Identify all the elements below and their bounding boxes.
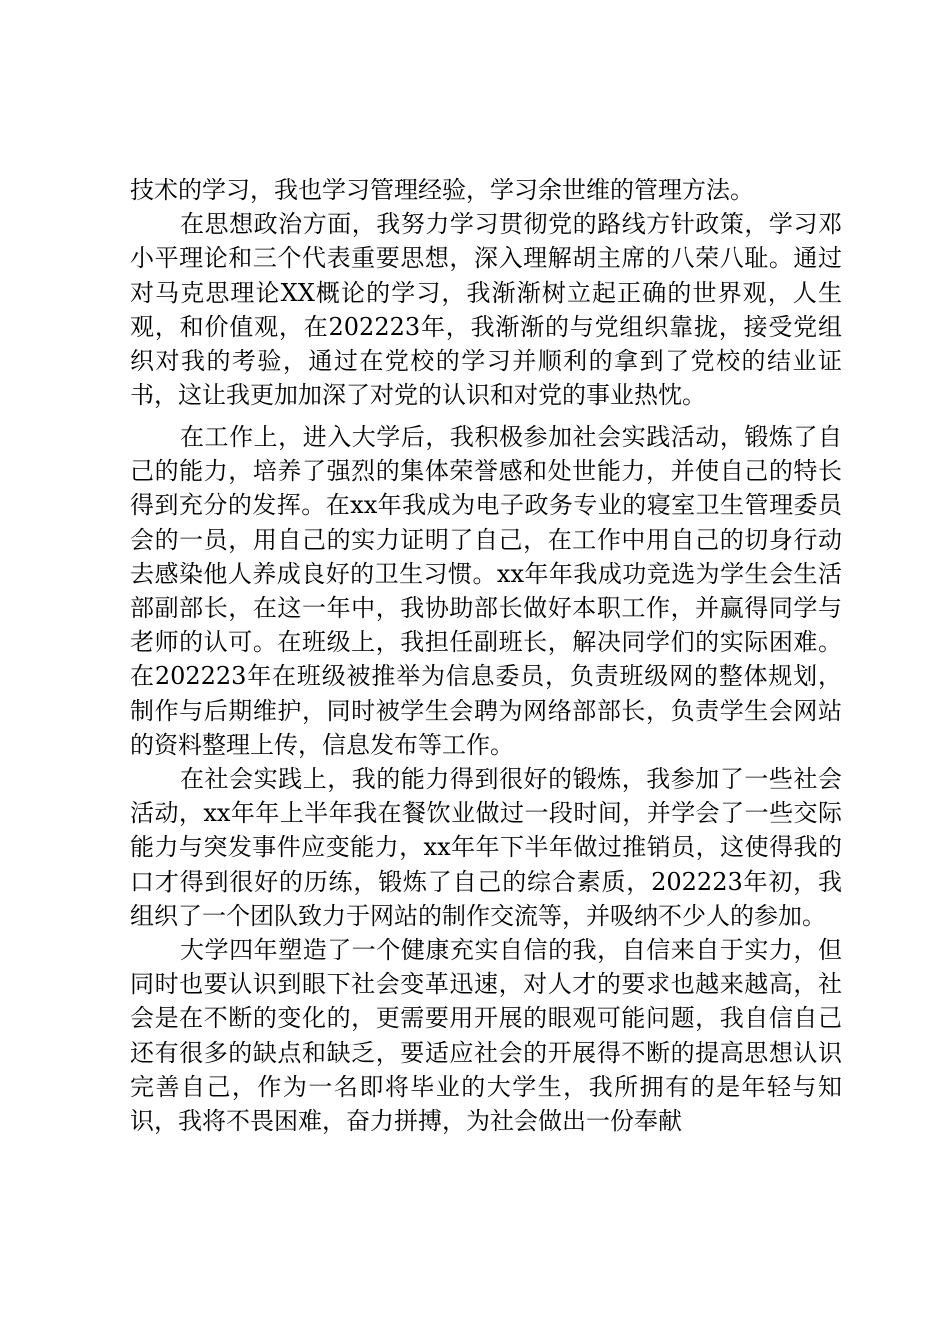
paragraph: 在工作上，进入大学后，我积极参加社会实践活动，锻炼了自己的能力，培养了强烈的集体荣誉感和处世能力，并使自己的特长得到充分的发挥。在xx年我成为电子政务专业的寝室卫生管理委员会的一员，用自己的实力证明了自己，在工作中用自己的切身行动去感染他人养成良好的卫生习惯。xx年年我成功竞选为学生会生活部副部长，在这一年中，我协助部长做好本职工作，并赢得同学与老师的认可。在班级上，我担任副班长，解决同学们的实际困难。在202223年在班级被推举为信息委员，负责班级网的整体规划，制作与后期维护，同时被学生会聘为网络部部长，负责学生会网站的资料整理上传，信息发布等工作。 — [130, 423, 842, 759]
text-block-bottom — [130, 420, 842, 1138]
paragraph: 在社会实践上，我的能力得到很好的锻炼，我参加了一些社会活动，xx年年上半年我在餐饮业做过一段时间，并学会了一些交际能力与突发事件应变能力，xx年年下半年做过推销员，这使得我的口才得到很好的历练，锻炼了自己的综合素质，202223年初，我组织了一个团队致力于网站的制作交流等，并吸纳不少人的参加。 — [130, 765, 842, 930]
paragraph: 技术的学习，我也学习管理经验，学习余世维的管理方法。 — [130, 176, 754, 204]
text-block-top — [130, 173, 842, 412]
paragraph: 在思想政治方面，我努力学习贯彻党的路线方针政策，学习邓小平理论和三个代表重要思想，深入理解胡主席的八荣八耻。通过对马克思理论XX概论的学习，我渐渐树立起正确的世界观，人生观，和价值观，在202223年，我渐渐的与党组织靠拢，接受党组织对我的考验，通过在党校的学习并顺利的拿到了党校的结业证书，这让我更加加深了对党的认识和对党的事业热忱。 — [130, 210, 842, 410]
paragraph: 大学四年塑造了一个健康充实自信的我，自信来自于实力，但同时也要认识到眼下社会变革迅速，对人才的要求也越来越高，社会是在不断的变化的，更需要用开展的眼观可能问题，我自信自己还有很多的缺点和缺乏，要适应社会的开展得不断的提高思想认识完善自己，作为一名即将毕业的大学生，我所拥有的是年轻与知识，我将不畏困难，奋力拼搏，为社会做出一份奉献 — [130, 936, 842, 1136]
